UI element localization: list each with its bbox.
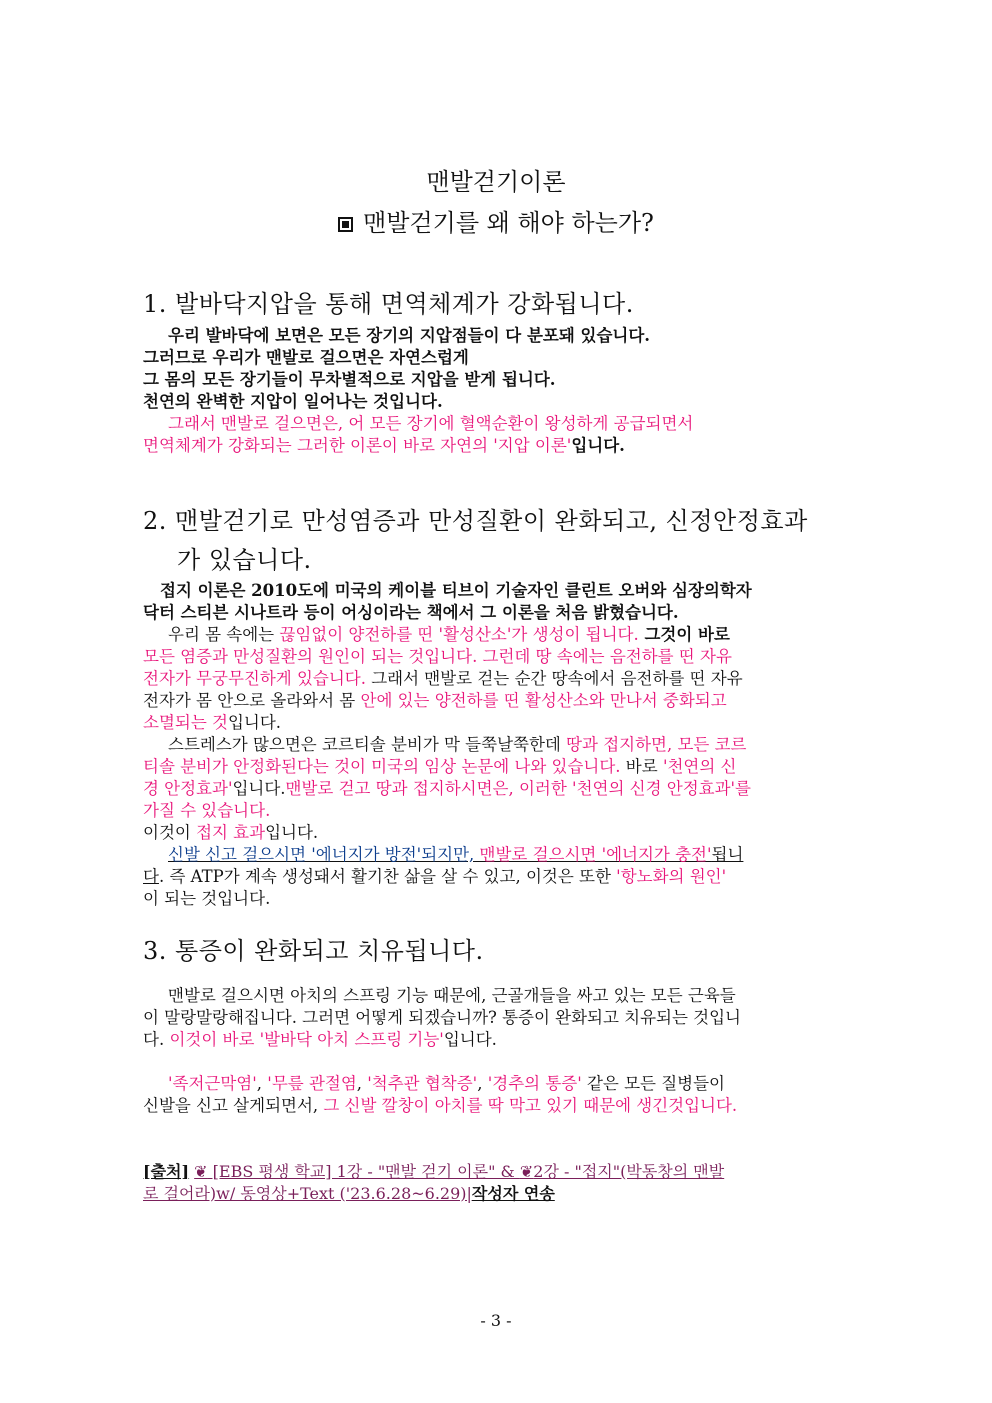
s2-line-1: 접지 이론은 2010도에 미국의 케이블 티브이 기술자인 클린트 오버와 심장의학자 [160, 581, 752, 600]
source-link-1[interactable] [194, 1162, 724, 1181]
source-link-2[interactable]: 로 걸어라)w/ 동영상+Text ('23.6.28~6.29)| [143, 1184, 472, 1203]
page-title: 맨발걷기이론 [426, 168, 566, 196]
s3-l4-b: , [256, 1074, 268, 1093]
s2-line-4: 모든 염증과 만성질환의 원인이 되는 것입니다. 그런데 땅 속에는 음전하를 띤 자유 [143, 647, 732, 666]
s2-l9-pink: 티솔 분비가 안정화된다는 것이 미국의 임상 논문에 나와 있습니다. [143, 757, 621, 776]
s2-l14-underlined: 다 [143, 867, 159, 886]
s2-l7-plain: 입니다. [227, 713, 282, 732]
s3-line-2: 이 말랑말랑해집니다. 그러면 어떻게 되겠습니까? 통증이 완화되고 치유되는 것입니 [143, 1008, 741, 1027]
page-number: - 3 - [480, 1311, 512, 1330]
s2-line-14 [143, 866, 726, 888]
s2-l3-pink: 끊임없이 양전하를 띤 '활성산소'가 생성이 됩니다. [279, 625, 639, 644]
s1-line-6 [143, 435, 625, 457]
s1-line-6-end: 입니다. [571, 436, 625, 455]
flower-icon-2: ❦ [519, 1162, 534, 1181]
source-author[interactable]: 작성자 연송 [471, 1184, 555, 1203]
s1-line-5: 그래서 맨발로 걸으면은, 어 모든 장기에 혈액순환이 왕성하게 공급되면서 [168, 414, 694, 433]
s2-l6-pink: 안에 있는 양전하를 띤 활성산소와 만나서 중화되고 [360, 691, 727, 710]
s2-l6-plain: 전자가 몸 안으로 올라와서 몸 [143, 691, 361, 710]
s3-l4-g: '경추의 통증' [487, 1074, 582, 1093]
s2-line-13 [143, 844, 743, 866]
s1-line-1: 우리 발바닥에 보면은 모든 장기의 지압점들이 다 분포돼 있습니다. [168, 326, 651, 345]
source-label: [출처] [143, 1162, 190, 1181]
s3-line-5 [143, 1095, 737, 1117]
s2-l7-pink: 소멸되는 것 [143, 713, 228, 732]
s2-line-10 [143, 778, 751, 800]
flower-icon: ❦ [194, 1162, 208, 1181]
s2-l13-pink: 맨발로 걸으시면 '에너지가 충전' [479, 845, 712, 864]
s2-l10-pink: 경 안정효과' [143, 779, 233, 798]
s2-l3-bold: 그것이 바로 [638, 625, 730, 644]
s2-l8-pink: 땅과 접지하면, 모든 코르 [566, 735, 747, 754]
s2-l12-end: 입니다. [265, 823, 319, 842]
s2-line-3 [168, 624, 730, 646]
s2-l3-plain: 우리 몸 속에는 [168, 625, 280, 644]
section-1-heading: 1. 발바닥지압을 통해 면역체계가 강화됩니다. [143, 290, 634, 318]
s3-l4-a: '족저근막염' [168, 1074, 257, 1093]
s2-l14-plain: . 즉 ATP가 계속 생성돼서 활기찬 삶을 살 수 있고, 이것은 또한 [158, 867, 617, 886]
s2-l5-plain: 그래서 맨발로 걷는 순간 땅속에서 음전하를 띤 자유 [365, 669, 743, 688]
source-line-2 [143, 1183, 555, 1205]
s1-line-2: 그러므로 우리가 맨발로 걸으면은 자연스럽게 [143, 348, 469, 367]
s2-line-8 [168, 734, 746, 756]
s3-l4-h: 같은 모든 질병들이 [581, 1074, 725, 1093]
s2-l13-blue: 신발 신고 걸으시면 '에너지가 방전'되지만, [168, 845, 480, 864]
s3-l5-plain: 신발을 신고 살게되면서, [143, 1096, 324, 1115]
s3-l3-pink: 이것이 바로 '발바닥 아치 스프링 기능' [169, 1030, 444, 1049]
source-text-2: 2강 - "접지"(박동창의 맨발 [533, 1162, 725, 1181]
s2-l8-plain: 스트레스가 많으면은 코르티솔 분비가 막 들쭉날쭉한데 [168, 735, 567, 754]
section-3-heading: 3. 통증이 완화되고 치유됩니다. [143, 937, 484, 965]
s2-line-12 [143, 822, 318, 844]
s2-line-7 [143, 712, 281, 734]
section-2-heading-line-2: 가 있습니다. [177, 546, 312, 574]
s3-line-4 [168, 1073, 725, 1095]
s2-line-2: 닥터 스티븐 시나트라 등이 어싱이라는 책에서 그 이론을 처음 밝혔습니다. [143, 603, 679, 622]
s3-line-3 [143, 1029, 497, 1051]
s3-l4-c: '무릎 관절염 [267, 1074, 357, 1093]
s2-l12-pink: 접지 효과 [196, 823, 266, 842]
source-text-1: [EBS 평생 학교] 1강 - "맨발 걷기 이론" & [207, 1162, 520, 1181]
s1-line-4: 천연의 완벽한 지압이 일어나는 것입니다. [143, 392, 443, 411]
source-line-1 [143, 1161, 724, 1183]
s2-line-6 [143, 690, 727, 712]
s3-l5-pink: 그 신발 깔창이 아치를 딱 막고 있기 때문에 생긴것입니다. [323, 1096, 738, 1115]
section-2-heading-line-1: 2. 맨발걷기로 만성염증과 만성질환이 완화되고, 신정안정효과 [143, 507, 808, 535]
s3-l4-e: '척추관 협착증' [367, 1074, 478, 1093]
s2-l10-plain: 입니다. [232, 779, 286, 798]
s3-l4-d: , [356, 1074, 368, 1093]
s2-l13-end: 됩니 [711, 845, 744, 864]
subtitle-text: 맨발걷기를 왜 해야 하는가? [363, 209, 654, 237]
square-bullet-icon [338, 217, 353, 232]
s2-line-5 [143, 668, 743, 690]
s2-line-11: 가질 수 있습니다. [143, 801, 271, 820]
s3-line-1: 맨발로 걸으시면 아치의 스프링 기능 때문에, 근골개들을 싸고 있는 모든 근육들 [168, 986, 736, 1005]
s2-l9-plain: 바로 [620, 757, 663, 776]
s2-l12-plain: 이것이 [143, 823, 197, 842]
s2-l10-pink-end: 맨발로 걷고 땅과 접지하시면은, 이러한 '천연의 신경 안정효과'를 [285, 779, 751, 798]
s1-line-3: 그 몸의 모든 장기들이 무차별적으로 지압을 받게 됩니다. [143, 370, 556, 389]
s3-l3-plain: 다. [143, 1030, 170, 1049]
s1-line-6-highlight: 면역체계가 강화되는 그러한 이론이 바로 자연의 '지압 이론' [143, 436, 572, 455]
page-subtitle [0, 203, 992, 238]
s2-l9-pink-end: '천연의 신 [662, 757, 737, 776]
s3-l4-f: , [477, 1074, 488, 1093]
s2-line-9 [143, 756, 736, 778]
s2-l5-pink: 전자가 무궁무진하게 있습니다. [143, 669, 366, 688]
s2-line-15: 이 되는 것입니다. [143, 889, 271, 908]
s2-l14-pink: '항노화의 원인' [616, 867, 727, 886]
s3-l3-end: 입니다. [443, 1030, 497, 1049]
